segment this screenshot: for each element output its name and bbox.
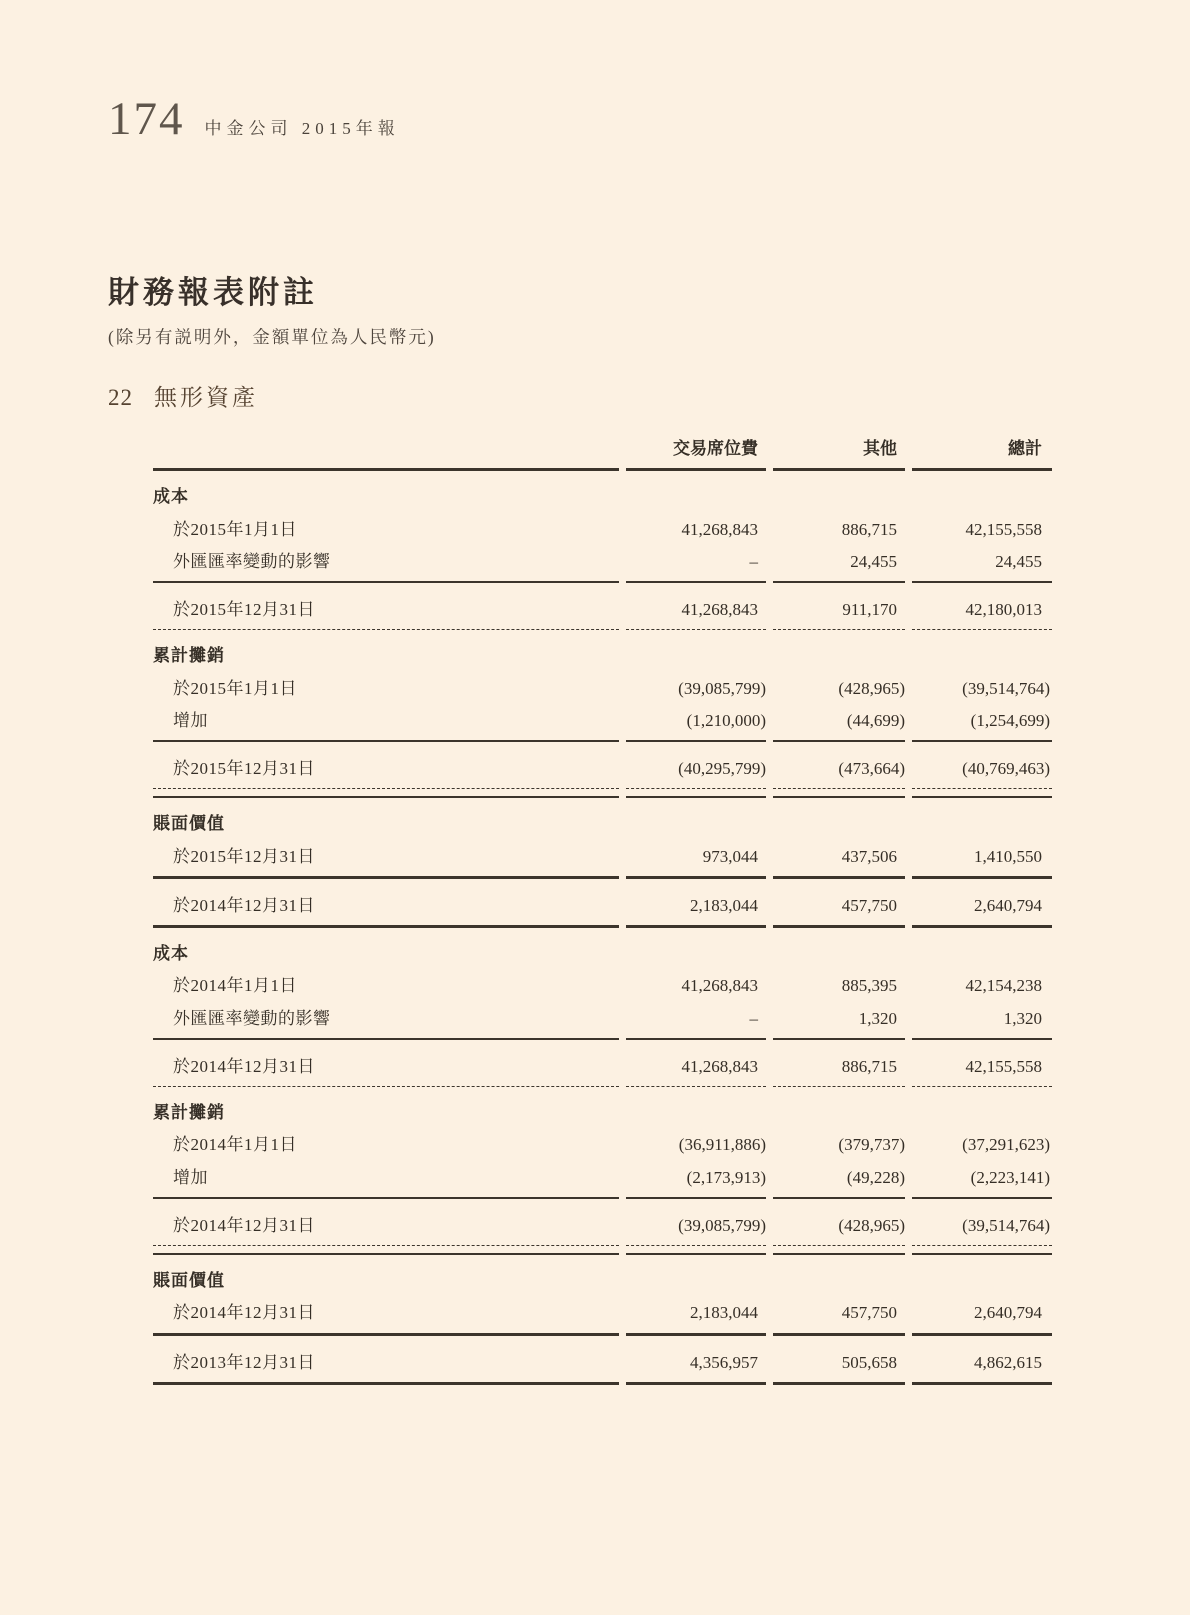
- row-label: 於2014年12月31日: [153, 879, 619, 928]
- cell-value: [912, 798, 1052, 839]
- row-label: 外匯匯率變動的影響: [153, 1002, 619, 1040]
- cell-value: 1,410,550: [912, 840, 1052, 879]
- negative-value: (428,965): [838, 1215, 905, 1235]
- cell-value: 2,640,794: [912, 879, 1052, 928]
- table-group-row: [153, 630, 1052, 671]
- table-body: [153, 471, 1052, 1385]
- cell-value: [912, 471, 1052, 512]
- cell-value: [912, 630, 1052, 671]
- cell-value: [912, 1255, 1052, 1296]
- cell-value: [626, 630, 766, 671]
- running-head: [108, 93, 1190, 145]
- negative-value: (379,737): [838, 1135, 905, 1155]
- cell-value: 505,658: [773, 1336, 905, 1385]
- cell-value: [773, 704, 905, 742]
- cell-value: [773, 672, 905, 704]
- cell-value: 41,268,843: [626, 583, 766, 630]
- cell-value: 2,183,044: [626, 879, 766, 928]
- negative-value: (40,769,463): [962, 759, 1050, 778]
- row-label: 於2015年12月31日: [153, 742, 619, 789]
- cell-value: [773, 1161, 905, 1199]
- cell-value: 1,320: [912, 1002, 1052, 1040]
- table-row: [153, 513, 1052, 545]
- row-label: 於2014年1月1日: [173, 1135, 297, 1155]
- section-number: 22: [108, 385, 133, 410]
- row-label: 成本: [153, 487, 189, 507]
- column-header-spacer: [153, 434, 619, 471]
- cell-value: 41,268,843: [626, 1040, 766, 1087]
- row-label: 於2015年12月31日: [153, 583, 619, 630]
- document-title: 財務報表附註: [108, 275, 318, 310]
- cell-value: [626, 1128, 766, 1160]
- negative-value: (2,173,913): [686, 1167, 766, 1187]
- table-group-row: [153, 471, 1052, 512]
- rule-spacer-row: [153, 789, 1052, 798]
- table-group-row: [153, 1255, 1052, 1296]
- cell-value: –: [626, 545, 766, 583]
- cell-value: [626, 1161, 766, 1199]
- negative-value: (44,699): [846, 710, 905, 730]
- report-title: 中金公司 2015年報: [204, 119, 400, 138]
- negative-value: (39,085,799): [678, 678, 766, 698]
- cell-value: [912, 1161, 1052, 1199]
- row-label: 增加: [153, 1161, 619, 1199]
- cell-value: 41,268,843: [681, 519, 758, 539]
- cell-value: [773, 1199, 905, 1246]
- cell-value: 437,506: [773, 840, 905, 879]
- rule-spacer-cell: [626, 789, 766, 798]
- row-label: 於2014年12月31日: [153, 1199, 619, 1246]
- table-group-row: [153, 798, 1052, 839]
- cell-value: [626, 742, 766, 789]
- rule-spacer-cell: [153, 789, 619, 798]
- intangible-assets-table: [146, 434, 1059, 1385]
- cell-value: [773, 742, 905, 789]
- negative-value: (39,514,764): [962, 678, 1050, 698]
- row-label: 於2013年12月31日: [153, 1336, 619, 1385]
- cell-value: [773, 928, 905, 969]
- negative-value: (40,295,799): [678, 759, 766, 778]
- negative-value: (1,210,000): [686, 710, 766, 730]
- rule-spacer-cell: [626, 1246, 766, 1255]
- rule-spacer-cell: [912, 789, 1052, 798]
- cell-value: 2,183,044: [626, 1296, 766, 1335]
- table-row: [153, 583, 1052, 630]
- row-label: 成本: [153, 944, 189, 963]
- table-row: [153, 969, 1052, 1001]
- table-row: [153, 1199, 1052, 1246]
- cell-value: 457,750: [773, 879, 905, 928]
- table-row: [153, 1040, 1052, 1087]
- column-header-total: 總計: [912, 434, 1052, 471]
- cell-value: 1,320: [773, 1002, 905, 1040]
- negative-value: (1,254,699): [970, 710, 1050, 730]
- cell-value: [912, 1199, 1052, 1246]
- cell-value: 24,455: [912, 545, 1052, 583]
- cell-value: [912, 928, 1052, 969]
- cell-value: 973,044: [626, 840, 766, 879]
- row-label: 於2014年12月31日: [153, 1040, 619, 1087]
- negative-value: (2,223,141): [970, 1167, 1050, 1187]
- row-label: 賬面價值: [153, 1271, 225, 1290]
- negative-value: (428,965): [838, 678, 905, 698]
- row-label: 於2015年12月31日: [153, 840, 619, 879]
- cell-value: [773, 1087, 905, 1128]
- cell-value: [773, 1255, 905, 1296]
- section-title: 無形資產: [154, 385, 258, 410]
- row-label: 於2014年1月1日: [173, 976, 297, 996]
- negative-value: (49,228): [846, 1167, 905, 1187]
- rule-spacer-cell: [912, 1246, 1052, 1255]
- section-heading: [108, 379, 1190, 412]
- cell-value: 4,356,957: [626, 1336, 766, 1385]
- rule-spacer-cell: [773, 1246, 905, 1255]
- cell-value: 2,640,794: [912, 1296, 1052, 1335]
- cell-value: [773, 1128, 905, 1160]
- table-row: [153, 1161, 1052, 1199]
- cell-value: 42,155,558: [965, 519, 1042, 539]
- table-group-row: [153, 1087, 1052, 1128]
- cell-value: [773, 798, 905, 839]
- rule-spacer-cell: [153, 1246, 619, 1255]
- rule-spacer-row: [153, 1246, 1052, 1255]
- cell-value: 42,155,558: [912, 1040, 1052, 1087]
- table-row: [153, 1002, 1052, 1040]
- cell-value: [626, 471, 766, 512]
- table-row: [153, 545, 1052, 583]
- negative-value: (36,911,886): [678, 1135, 766, 1155]
- negative-value: (39,514,764): [962, 1215, 1050, 1235]
- row-label: 賬面價值: [153, 814, 225, 834]
- table-row: [153, 879, 1052, 928]
- row-label: 於2015年1月1日: [173, 519, 297, 539]
- cell-value: 42,154,238: [965, 976, 1042, 996]
- cell-value: 886,715: [841, 519, 897, 539]
- table-row: [153, 840, 1052, 879]
- cell-value: [626, 704, 766, 742]
- table-row: [153, 1336, 1052, 1385]
- cell-value: 885,395: [841, 976, 897, 996]
- row-label: 累計攤銷: [153, 646, 225, 666]
- negative-value: (39,085,799): [678, 1215, 766, 1235]
- row-label: 增加: [153, 704, 619, 742]
- cell-value: [773, 630, 905, 671]
- cell-value: [912, 742, 1052, 789]
- page-number: 174: [108, 93, 185, 145]
- rule-spacer-cell: [773, 789, 905, 798]
- cell-value: [912, 704, 1052, 742]
- document-subtitle: (除另有説明外，金額單位為人民幣元): [108, 327, 436, 347]
- row-label: 累計攤銷: [153, 1103, 225, 1122]
- cell-value: [912, 1087, 1052, 1128]
- table-row: [153, 1128, 1052, 1160]
- cell-value: [912, 1128, 1052, 1160]
- column-header-other: 其他: [773, 434, 905, 471]
- cell-value: 886,715: [773, 1040, 905, 1087]
- cell-value: [773, 471, 905, 512]
- table-header-row: [153, 434, 1052, 471]
- row-label: 於2015年1月1日: [173, 678, 297, 698]
- row-label: 於2014年12月31日: [153, 1296, 619, 1335]
- table-row: [153, 1296, 1052, 1335]
- cell-value: 4,862,615: [912, 1336, 1052, 1385]
- cell-value: [912, 672, 1052, 704]
- cell-value: [626, 798, 766, 839]
- cell-value: [626, 672, 766, 704]
- column-header-seat-fees: 交易席位費: [626, 434, 766, 471]
- table-row: [153, 672, 1052, 704]
- cell-value: –: [626, 1002, 766, 1040]
- cell-value: 41,268,843: [681, 976, 758, 996]
- cell-value: [626, 1255, 766, 1296]
- cell-value: [626, 1199, 766, 1246]
- cell-value: 24,455: [773, 545, 905, 583]
- negative-value: (37,291,623): [962, 1135, 1050, 1155]
- cell-value: 42,180,013: [912, 583, 1052, 630]
- cell-value: 457,750: [773, 1296, 905, 1335]
- cell-value: [626, 928, 766, 969]
- table-group-row: [153, 928, 1052, 969]
- table-row: [153, 742, 1052, 789]
- table-row: [153, 704, 1052, 742]
- cell-value: 911,170: [773, 583, 905, 630]
- cell-value: [626, 1087, 766, 1128]
- negative-value: (473,664): [838, 759, 905, 778]
- row-label: 外匯匯率變動的影響: [153, 545, 619, 583]
